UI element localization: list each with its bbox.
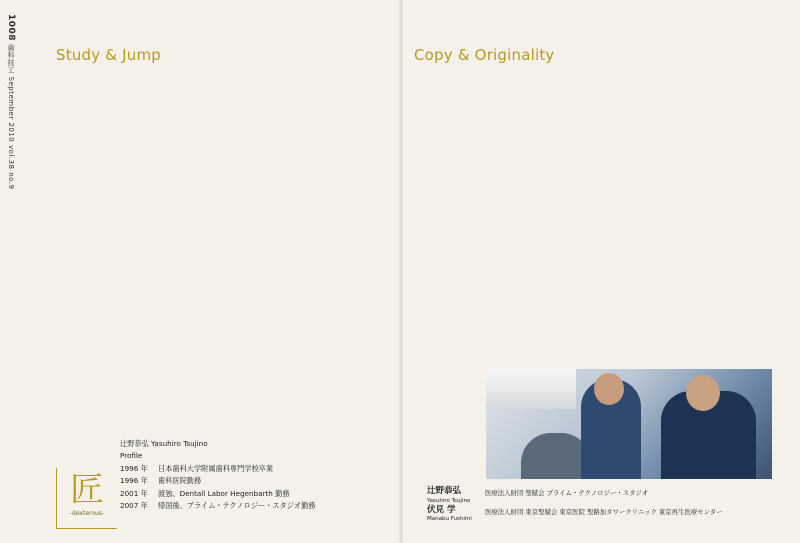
profile-entry: 日本歯科大学附属歯科専門学校卒業 xyxy=(158,463,274,473)
profile-entry: 渡独、Dentall Labor Hegenbarth 勤務 xyxy=(158,488,290,498)
profile-label: Profile xyxy=(120,451,143,461)
profile-row xyxy=(120,500,390,512)
profile-year: 1996 年 xyxy=(120,463,148,473)
profile-row xyxy=(120,463,390,475)
profile-entry: 帰国後、プライム・テクノロジー・スタジオ勤務 xyxy=(158,501,316,511)
caption-name xyxy=(427,486,485,505)
caption-affiliation: 医療法人財団 聖賦会 プライム・テクノロジー・スタジオ xyxy=(485,489,649,497)
caption-name-jp: 伏見 学 xyxy=(427,504,456,515)
technician-head xyxy=(594,373,624,405)
page-number: 1008 xyxy=(6,14,16,42)
profile-row xyxy=(120,475,390,487)
page-gutter xyxy=(399,0,403,543)
profile-year: 2007 年 xyxy=(120,501,148,511)
page-spine xyxy=(6,14,16,189)
caption-row xyxy=(427,505,787,524)
profile-entry: 歯科医院勤務 xyxy=(158,476,202,486)
caption-affiliation: 医療法人財団 東京聖賦会 東京医院 聖路加タワークリニック 東京再生医療センター xyxy=(485,507,723,516)
dental-team-photo xyxy=(486,369,772,479)
caption-name-en: Manabu Fushimi xyxy=(427,516,472,522)
takumi-emblem xyxy=(56,468,117,529)
caption-row xyxy=(427,486,787,505)
profile-year: 1996 年 xyxy=(120,476,148,486)
profile-row xyxy=(120,488,390,500)
caption-name-en: Yasuhiro Tsujino xyxy=(427,497,471,504)
dental-lamp xyxy=(486,369,576,409)
profile-name: 辻野恭弘 Yasuhiro Tsujino xyxy=(120,439,208,448)
author-profile xyxy=(120,438,390,512)
caption-name-jp: 辻野恭弘 xyxy=(427,486,462,496)
caption-name xyxy=(427,505,485,524)
emblem-subtitle: -dexterous- xyxy=(69,510,105,517)
journal-info: 歯科技工 September 2010 vol.38 no.9 xyxy=(7,43,15,190)
photo-captions xyxy=(427,486,787,523)
dentist-head xyxy=(686,375,720,411)
right-title: Copy & Originality xyxy=(414,46,555,64)
emblem-kanji: 匠 xyxy=(70,470,104,510)
left-title: Study & Jump xyxy=(56,46,162,64)
profile-year: 2001 年 xyxy=(120,488,148,498)
